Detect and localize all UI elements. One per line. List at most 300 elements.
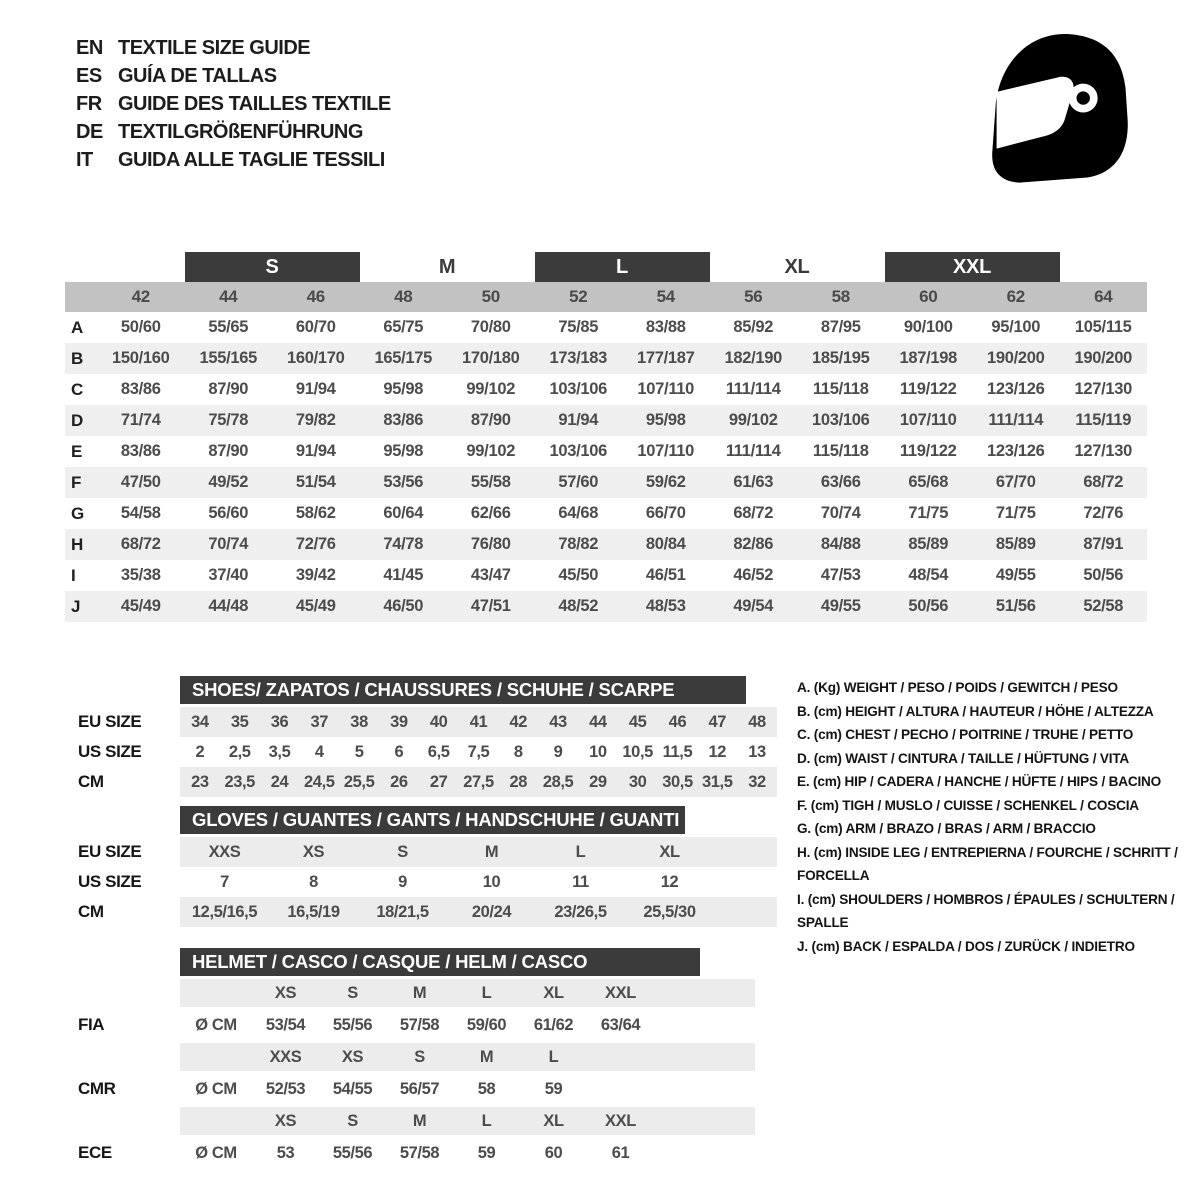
measure-row-d bbox=[65, 405, 1147, 436]
row-letter: A bbox=[71, 317, 83, 337]
main-size-table-body bbox=[65, 252, 1147, 622]
size-group-xl: XL bbox=[784, 255, 810, 278]
lang-row-es bbox=[76, 62, 391, 90]
gloves-row-us-size bbox=[65, 867, 777, 897]
side-label: EU SIZE bbox=[78, 712, 142, 731]
column-header: 52 bbox=[535, 282, 623, 312]
legend-item: G. (cm) ARM / BRAZO / BRAS / ARM / BRACCIO bbox=[797, 821, 1096, 836]
cell: XL bbox=[543, 1111, 564, 1130]
cell: XS bbox=[274, 1111, 297, 1130]
cell: 41 bbox=[469, 712, 488, 731]
cell: 40 bbox=[429, 712, 448, 731]
cell: 32 bbox=[748, 772, 766, 791]
measure-cell: 78/82 bbox=[558, 535, 599, 553]
lang-title: TEXTILE SIZE GUIDE bbox=[118, 36, 311, 59]
measure-cell: 50/56 bbox=[908, 597, 949, 615]
measure-cell: 182/190 bbox=[724, 349, 783, 367]
cell: 27 bbox=[429, 772, 448, 791]
row-letter: I bbox=[71, 565, 76, 585]
measure-cell: 45/49 bbox=[295, 597, 336, 615]
measure-cell: 91/94 bbox=[558, 411, 599, 429]
row-letter: G bbox=[71, 503, 84, 523]
lang-title: GUÍA DE TALLAS bbox=[118, 64, 277, 87]
legend-item: E. (cm) HIP / CADERA / HANCHE / HÜFTE / HIPS / BACINO bbox=[797, 774, 1162, 789]
row-letter: E bbox=[71, 441, 83, 461]
cell: 6,5 bbox=[427, 742, 450, 761]
cell: 57/58 bbox=[399, 1015, 440, 1034]
measure-cell: 48/54 bbox=[908, 566, 949, 584]
cell: 59/60 bbox=[466, 1015, 507, 1034]
cell: 59 bbox=[544, 1079, 563, 1098]
side-label: US SIZE bbox=[78, 872, 142, 891]
measure-cell: 83/88 bbox=[645, 318, 686, 336]
cell: XXS bbox=[208, 842, 241, 861]
cell: 53 bbox=[276, 1143, 295, 1162]
measure-cell: 51/54 bbox=[295, 473, 336, 491]
shoes-rows bbox=[65, 707, 777, 797]
measure-cell: 60/64 bbox=[383, 504, 424, 522]
legend-item: C. (cm) CHEST / PECHO / POITRINE / TRUHE / PETTO bbox=[797, 727, 1134, 742]
lang-code: ES bbox=[76, 64, 102, 87]
measure-cell: 95/98 bbox=[645, 411, 686, 429]
cells bbox=[180, 1043, 755, 1071]
measure-cell: 119/122 bbox=[899, 442, 957, 460]
measure-cell: 87/90 bbox=[208, 442, 249, 460]
cells bbox=[180, 1107, 755, 1135]
size-group-s: S bbox=[185, 252, 360, 282]
measure-cell: 127/130 bbox=[1074, 380, 1133, 398]
cell: 25,5 bbox=[343, 772, 375, 791]
measure-cell: 65/75 bbox=[383, 318, 424, 336]
measure-cell: 115/119 bbox=[1075, 411, 1132, 429]
side-label-empty bbox=[65, 1107, 180, 1135]
cell: 23,5 bbox=[224, 772, 255, 791]
measure-cell: 66/70 bbox=[645, 504, 686, 522]
shoes-table bbox=[65, 676, 777, 797]
measure-row-f bbox=[65, 467, 1147, 498]
measure-cell: 170/180 bbox=[461, 349, 520, 367]
cell: 35 bbox=[230, 712, 249, 731]
measure-cell: 45/50 bbox=[558, 566, 599, 584]
size-group-xxl: XXL bbox=[885, 252, 1060, 282]
measure-cell: 83/86 bbox=[120, 442, 161, 460]
cell: XL bbox=[659, 842, 680, 861]
measure-cell: 63/66 bbox=[820, 473, 861, 491]
row-letter: D bbox=[71, 410, 83, 430]
measure-cell: 95/100 bbox=[991, 318, 1041, 336]
measure-row-h bbox=[65, 529, 1147, 560]
cell: XXL bbox=[605, 983, 636, 1002]
measure-cell: 46/51 bbox=[645, 566, 686, 584]
measure-cell: 85/89 bbox=[908, 535, 949, 553]
column-header: 62 bbox=[972, 282, 1060, 312]
measure-row-b bbox=[65, 343, 1147, 374]
cell: 53/54 bbox=[265, 1015, 306, 1034]
gloves-table bbox=[65, 806, 777, 927]
legend-item: D. (cm) WAIST / CINTURA / TAILLE / HÜFTUNG / VITA bbox=[797, 750, 1130, 766]
measure-cell: 91/94 bbox=[295, 380, 336, 398]
measure-cell: 75/85 bbox=[558, 318, 599, 336]
size-group-spacer bbox=[1060, 252, 1148, 282]
lang-row-it bbox=[76, 146, 391, 174]
legend-item: F. (cm) TIGH / MUSLO / CUISSE / SCHENKEL / COSCIA bbox=[797, 797, 1139, 813]
helmet-rows bbox=[65, 979, 755, 1171]
lang-code: FR bbox=[76, 92, 102, 115]
cells bbox=[180, 737, 777, 767]
measure-row-e bbox=[65, 436, 1147, 467]
measure-cell: 67/70 bbox=[995, 473, 1036, 491]
cell: S bbox=[414, 1047, 425, 1066]
measure-cell: 45/49 bbox=[120, 597, 161, 615]
spacer-cell bbox=[65, 252, 97, 282]
cell: S bbox=[397, 842, 408, 861]
cell: XXL bbox=[605, 1111, 636, 1130]
cell: 60 bbox=[544, 1143, 563, 1162]
cell: 43 bbox=[549, 712, 567, 731]
measure-cell: 71/74 bbox=[120, 411, 161, 429]
cell: 4 bbox=[314, 742, 324, 761]
shoes-row-us-size bbox=[65, 737, 777, 767]
helmet-values-fia bbox=[65, 1007, 755, 1043]
lang-title: GUIDE DES TAILLES TEXTILE bbox=[118, 92, 391, 115]
side-label-empty bbox=[65, 806, 180, 837]
cells bbox=[180, 1071, 755, 1107]
measure-cell: 107/110 bbox=[899, 411, 957, 429]
measure-cell: 83/86 bbox=[383, 411, 424, 429]
column-header: 58 bbox=[797, 282, 885, 312]
side-label: CM bbox=[78, 772, 104, 791]
measure-cell: 85/92 bbox=[733, 318, 774, 336]
helmet-title: HELMET / CASCO / CASQUE / HELM / CASCO bbox=[180, 948, 700, 976]
cell: 34 bbox=[191, 712, 209, 731]
legend-item: J. (cm) BACK / ESPALDA / DOS / ZURÜCK / INDIETRO bbox=[797, 938, 1135, 954]
measure-cell: 49/55 bbox=[995, 566, 1036, 584]
cell: S bbox=[347, 983, 358, 1002]
measure-cell: 187/198 bbox=[899, 349, 958, 367]
lang-code: IT bbox=[76, 148, 93, 171]
cells bbox=[180, 767, 777, 797]
cell: 58 bbox=[477, 1079, 496, 1098]
measure-cell: 85/89 bbox=[995, 535, 1036, 553]
measure-cell: 90/100 bbox=[903, 318, 953, 336]
lang-row-en bbox=[76, 34, 391, 62]
measure-cell: 83/86 bbox=[120, 380, 161, 398]
lang-title: TEXTILGRÖßENFÜHRUNG bbox=[118, 120, 363, 143]
measure-cell: 50/56 bbox=[1083, 566, 1124, 584]
measure-cell: 51/56 bbox=[995, 597, 1036, 615]
side-label-empty bbox=[65, 948, 180, 979]
measure-cell: 87/95 bbox=[820, 318, 861, 336]
measure-row-g bbox=[65, 498, 1147, 529]
size-group-m: M bbox=[438, 255, 456, 278]
measure-cell: 185/195 bbox=[811, 349, 870, 367]
cell: 56/57 bbox=[399, 1079, 440, 1098]
measure-cell: 71/75 bbox=[995, 504, 1036, 522]
cell: M bbox=[484, 842, 499, 861]
measure-cell: 39/42 bbox=[295, 566, 336, 584]
gloves-row-cm bbox=[65, 897, 777, 927]
column-header: 64 bbox=[1060, 282, 1148, 312]
row-letter: H bbox=[71, 534, 83, 554]
measure-cell: 119/122 bbox=[899, 380, 957, 398]
measure-cell: 46/52 bbox=[733, 566, 774, 584]
measure-cell: 58/62 bbox=[295, 504, 336, 522]
size-group-row bbox=[65, 252, 1147, 282]
measure-cell: 48/52 bbox=[558, 597, 599, 615]
cell: Ø CM bbox=[195, 1015, 237, 1034]
measure-cell: 75/78 bbox=[208, 411, 249, 429]
measure-cell: 190/200 bbox=[1074, 349, 1133, 367]
cell: 29 bbox=[589, 772, 607, 791]
cells bbox=[180, 837, 777, 867]
cell: 26 bbox=[390, 772, 408, 791]
measure-cell: 107/110 bbox=[637, 380, 695, 398]
cell: 52/53 bbox=[265, 1079, 306, 1098]
lang-title: GUIDA ALLE TAGLIE TESSILI bbox=[118, 148, 385, 171]
cell: 2,5 bbox=[228, 742, 251, 761]
measure-cell: 190/200 bbox=[986, 349, 1045, 367]
column-header: 44 bbox=[185, 282, 273, 312]
cell: 11,5 bbox=[662, 742, 693, 761]
measure-cell: 57/60 bbox=[558, 473, 599, 491]
side-label: ECE bbox=[78, 1143, 112, 1162]
gloves-row-eu-size bbox=[65, 837, 777, 867]
cell: 7,5 bbox=[467, 742, 490, 761]
measure-cell: 49/55 bbox=[820, 597, 861, 615]
cells bbox=[180, 1135, 755, 1171]
measure-cell: 70/74 bbox=[208, 535, 249, 553]
measure-cell: 95/98 bbox=[383, 380, 424, 398]
measure-cell: 91/94 bbox=[295, 442, 336, 460]
cell: M bbox=[412, 1111, 427, 1130]
side-label: FIA bbox=[78, 1015, 105, 1034]
measure-cell: 80/84 bbox=[645, 535, 686, 553]
measure-cell: 160/170 bbox=[286, 349, 345, 367]
cell: 7 bbox=[220, 872, 229, 891]
shoes-row-cm bbox=[65, 767, 777, 797]
measure-cell: 72/76 bbox=[295, 535, 336, 553]
cell: 23/26,5 bbox=[554, 902, 607, 921]
measure-cell: 173/183 bbox=[549, 349, 608, 367]
measure-cell: 68/72 bbox=[1083, 473, 1124, 491]
measure-cell: 123/126 bbox=[986, 442, 1045, 460]
cell: 48 bbox=[748, 712, 766, 731]
measure-cell: 105/115 bbox=[1074, 318, 1132, 336]
measure-cell: 55/65 bbox=[208, 318, 249, 336]
cell: 42 bbox=[509, 712, 528, 731]
cell: 10 bbox=[482, 872, 501, 891]
lang-code: DE bbox=[76, 120, 103, 143]
cell: M bbox=[479, 1047, 494, 1066]
measure-cell: 74/78 bbox=[383, 535, 424, 553]
measure-cell: 123/126 bbox=[986, 380, 1045, 398]
shoes-title-row bbox=[65, 676, 777, 707]
measure-cell: 37/40 bbox=[208, 566, 249, 584]
measure-cell: 177/187 bbox=[636, 349, 695, 367]
helmet-table bbox=[65, 948, 755, 1171]
measure-cell: 95/98 bbox=[383, 442, 424, 460]
language-title-block bbox=[76, 34, 391, 174]
cell: L bbox=[481, 1111, 492, 1130]
cell: 63/64 bbox=[600, 1015, 641, 1034]
measure-cell: 99/102 bbox=[466, 442, 516, 460]
cell: 57/58 bbox=[399, 1143, 440, 1162]
measure-cell: 64/68 bbox=[558, 504, 599, 522]
measure-cell: 70/74 bbox=[820, 504, 861, 522]
legend-item: B. (cm) HEIGHT / ALTURA / HAUTEUR / HÖHE / ALTEZZA bbox=[797, 703, 1154, 719]
cell: 61 bbox=[611, 1143, 630, 1162]
measure-cell: 43/47 bbox=[470, 566, 511, 584]
cell: XS bbox=[341, 1047, 364, 1066]
cell: 10 bbox=[589, 742, 607, 761]
measure-cell: 111/114 bbox=[988, 411, 1044, 429]
helmet-size-header-cmr bbox=[65, 1043, 755, 1071]
cell: XS bbox=[274, 983, 297, 1002]
cell: M bbox=[412, 983, 427, 1002]
measure-cell: 84/88 bbox=[820, 535, 861, 553]
cell: 46 bbox=[668, 712, 687, 731]
measure-cell: 79/82 bbox=[295, 411, 336, 429]
cell: 12 bbox=[660, 872, 679, 891]
gloves-title: GLOVES / GUANTES / GANTS / HANDSCHUHE / GUANTI bbox=[180, 806, 685, 834]
size-group-spacer bbox=[97, 252, 185, 282]
lang-row-fr bbox=[76, 90, 391, 118]
measure-cell: 103/106 bbox=[549, 380, 608, 398]
cell: 10,5 bbox=[622, 742, 653, 761]
shoes-title: SHOES/ ZAPATOS / CHAUSSURES / SCHUHE / SCARPE bbox=[180, 676, 746, 704]
cell: 27,5 bbox=[463, 772, 494, 791]
measure-cell: 60/70 bbox=[295, 318, 336, 336]
measure-cell: 87/91 bbox=[1083, 535, 1124, 553]
measure-cell: 49/52 bbox=[208, 473, 249, 491]
measure-cell: 99/102 bbox=[728, 411, 778, 429]
helmet-values-ece bbox=[65, 1135, 755, 1171]
cell: 38 bbox=[350, 712, 368, 731]
cell: 2 bbox=[195, 742, 205, 761]
measure-row-c bbox=[65, 374, 1147, 405]
measure-cell: 47/50 bbox=[120, 473, 161, 491]
cell: L bbox=[575, 842, 586, 861]
helmet-size-header-fia bbox=[65, 979, 755, 1007]
cell: 12 bbox=[708, 742, 727, 761]
racing-helmet-svg bbox=[982, 30, 1137, 195]
cell: 6 bbox=[394, 742, 404, 761]
measure-row-i bbox=[65, 560, 1147, 591]
cell: 45 bbox=[628, 712, 647, 731]
cell: XXS bbox=[269, 1047, 302, 1066]
legend-item: H. (cm) INSIDE LEG / ENTREPIERNA / FOURCHE / SCHRITT / FORCELLA bbox=[797, 844, 1178, 883]
helmet-size-header-ece bbox=[65, 1107, 755, 1135]
row-letter: J bbox=[71, 596, 81, 616]
column-header: 48 bbox=[360, 282, 448, 312]
column-header: 42 bbox=[97, 282, 185, 312]
column-header: 54 bbox=[622, 282, 710, 312]
cells bbox=[180, 979, 755, 1007]
measure-cell: 35/38 bbox=[120, 566, 161, 584]
measure-cell: 103/106 bbox=[549, 442, 608, 460]
measure-cell: 62/66 bbox=[470, 504, 511, 522]
measure-cell: 68/72 bbox=[120, 535, 161, 553]
measure-cell: 49/54 bbox=[733, 597, 774, 615]
cell: 30,5 bbox=[662, 772, 693, 791]
measure-cell: 70/80 bbox=[470, 318, 511, 336]
column-header: 50 bbox=[447, 282, 535, 312]
cell: 9 bbox=[553, 742, 563, 761]
measure-cell: 53/56 bbox=[383, 473, 424, 491]
racing-helmet-icon bbox=[982, 30, 1137, 200]
measure-cell: 87/90 bbox=[208, 380, 249, 398]
row-letter: B bbox=[71, 348, 83, 368]
measure-cell: 52/58 bbox=[1083, 597, 1124, 615]
cell: 13 bbox=[748, 742, 766, 761]
cell: S bbox=[347, 1111, 358, 1130]
cell: 24 bbox=[270, 772, 289, 791]
side-label: CMR bbox=[78, 1079, 116, 1098]
measure-cell: 61/63 bbox=[733, 473, 774, 491]
cell: XL bbox=[543, 983, 564, 1002]
side-label: CM bbox=[78, 902, 104, 921]
cell: 18/21,5 bbox=[376, 902, 429, 921]
measure-cell: 56/60 bbox=[208, 504, 249, 522]
measure-cell: 41/45 bbox=[383, 566, 424, 584]
cell: 5 bbox=[354, 742, 364, 761]
cells bbox=[180, 867, 777, 897]
measure-row-j bbox=[65, 591, 1147, 622]
shoes-row-eu-size bbox=[65, 707, 777, 737]
side-label-empty bbox=[65, 979, 180, 1007]
cell: 36 bbox=[270, 712, 289, 731]
measure-cell: 127/130 bbox=[1074, 442, 1133, 460]
measure-cell: 103/106 bbox=[811, 411, 870, 429]
measure-cell: 150/160 bbox=[111, 349, 170, 367]
cell: XS bbox=[302, 842, 325, 861]
cell: 24,5 bbox=[304, 772, 335, 791]
cell: 61/62 bbox=[533, 1015, 574, 1034]
column-header: 56 bbox=[710, 282, 798, 312]
measurement-legend bbox=[797, 676, 1195, 958]
cells bbox=[180, 897, 777, 927]
cell: 55/56 bbox=[332, 1015, 373, 1034]
spacer-cell bbox=[65, 282, 97, 312]
cell: 30 bbox=[628, 772, 647, 791]
row-letter: F bbox=[71, 472, 82, 492]
cells bbox=[180, 1007, 755, 1043]
measure-cell: 65/68 bbox=[908, 473, 949, 491]
measure-cell: 46/50 bbox=[383, 597, 424, 615]
side-label: EU SIZE bbox=[78, 842, 142, 861]
cell: 8 bbox=[309, 872, 318, 891]
measure-cell: 59/62 bbox=[645, 473, 686, 491]
lang-code: EN bbox=[76, 36, 103, 59]
measure-cell: 50/60 bbox=[120, 318, 161, 336]
measure-cell: 87/90 bbox=[470, 411, 511, 429]
cell: 12,5/16,5 bbox=[191, 902, 258, 921]
measure-cell: 82/86 bbox=[733, 535, 774, 553]
main-size-table bbox=[65, 252, 1147, 622]
cell: 55/56 bbox=[332, 1143, 373, 1162]
side-label: US SIZE bbox=[78, 742, 142, 761]
column-header: 46 bbox=[272, 282, 360, 312]
column-header: 60 bbox=[885, 282, 973, 312]
measure-cell: 47/53 bbox=[820, 566, 861, 584]
measure-cell: 54/58 bbox=[120, 504, 161, 522]
cell: 25,5/30 bbox=[643, 902, 696, 921]
cell: 59 bbox=[477, 1143, 496, 1162]
cell: 20/24 bbox=[471, 902, 512, 921]
cell: 8 bbox=[513, 742, 523, 761]
measure-cell: 111/114 bbox=[725, 380, 781, 398]
measure-cell: 99/102 bbox=[466, 380, 516, 398]
